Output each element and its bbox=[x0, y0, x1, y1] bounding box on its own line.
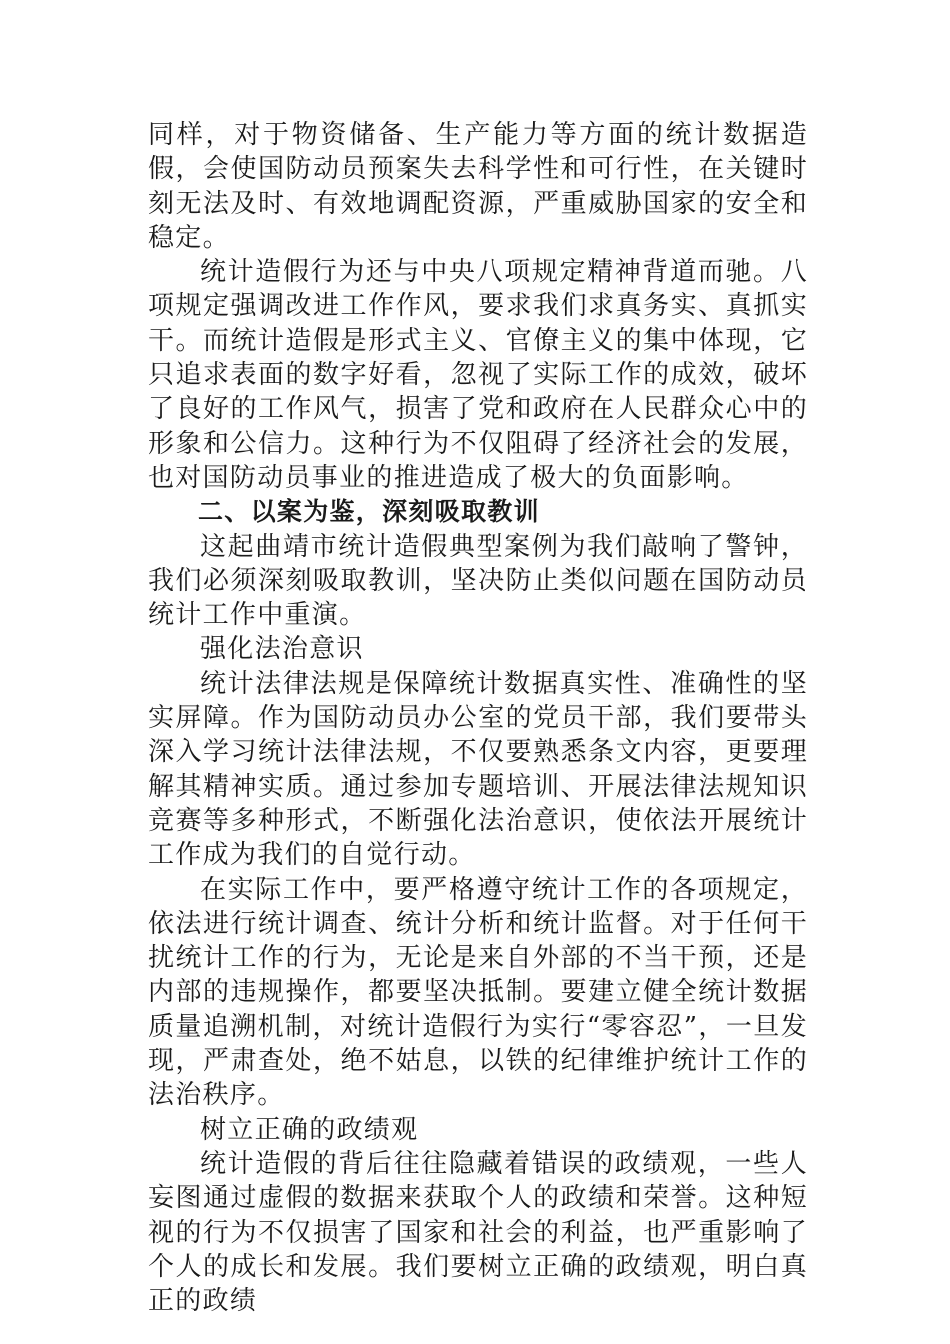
paragraph-eight-point-rules: 统计造假行为还与中央八项规定精神背道而驰。八项规定强调改进工作作风，要求我们求真务实、真抓实干。而统计造假是形式主义、官僚主义的集中体现，它只追求表面的数字好看，忽视了实际工作的成效，破坏了良好的工作风气，损害了党和政府在人民群众心中的形象和公信力。这种行为不仅阻碍了经济社会的发展，也对国防动员事业的推进造成了极大的负面影响。 bbox=[148, 257, 808, 493]
subheading-correct-performance-view: 树立正确的政绩观 bbox=[200, 1114, 419, 1145]
section-heading-learn-from-case: 二、以案为鉴，深刻吸取教训 bbox=[198, 497, 540, 527]
paragraph-legal-study: 统计法律法规是保障统计数据真实性、准确性的坚实屏障。作为国防动员办公室的党员干部，我们要带头深入学习统计法律法规，不仅要熟悉条文内容，更要理解其精神实质。通过参加专题培训、开展法律法规知识竞赛等多种形式，不断强化法治意识，使依法开展统计工作成为我们的自觉行动。 bbox=[148, 668, 808, 871]
paragraph-case-warning: 这起曲靖市统计造假典型案例为我们敲响了警钟，我们必须深刻吸取教训，坚决防止类似问题在国防动员统计工作中重演。 bbox=[148, 531, 808, 631]
paragraph-performance-view: 统计造假的背后往往隐藏着错误的政绩观，一些人妄图通过虚假的数据来获取个人的政绩和荣誉。这种短视的行为不仅损害了国家和社会的利益，也严重影响了个人的成长和发展。我们要树立正确的政绩观，明白真正的政绩 bbox=[148, 1148, 808, 1317]
subheading-rule-of-law: 强化法治意识 bbox=[200, 634, 364, 665]
paragraph-resource-allocation: 同样，对于物资储备、生产能力等方面的统计数据造假，会使国防动员预案失去科学性和可行性，在关键时刻无法及时、有效地调配资源，严重威胁国家的安全和稳定。 bbox=[148, 120, 808, 253]
paragraph-strict-compliance: 在实际工作中，要严格遵守统计工作的各项规定，依法进行统计调查、统计分析和统计监督。对于任何干扰统计工作的行为，无论是来自外部的不当干预，还是内部的违规操作，都要坚决抵制。要建立健全统计数据质量追溯机制，对统计造假行为实行“零容忍”，一旦发现，严肃查处，绝不姑息，以铁的纪律维护统计工作的法治秩序。 bbox=[148, 874, 808, 1111]
document-page bbox=[148, 118, 808, 1318]
